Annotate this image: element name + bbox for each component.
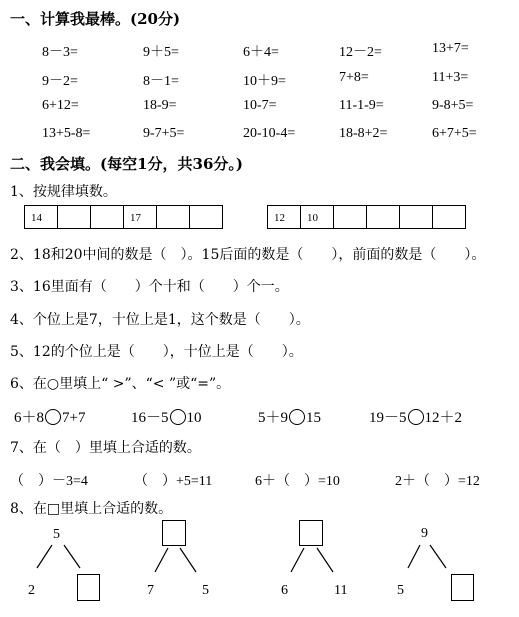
tree-top-number: 9 (421, 526, 428, 541)
answer-box[interactable] (299, 520, 323, 546)
calc-problem: 6+7+5= (432, 126, 477, 141)
answer-box[interactable] (451, 574, 474, 601)
section2-title: 二、我会填。(每空1分，共36分。) (10, 155, 244, 173)
q6-label: 6、在○里填上“ >”、“< ”或“=”。 (10, 376, 231, 392)
branch-line (317, 548, 333, 572)
fill-equation[interactable]: 6＋（ ）=10 (255, 474, 340, 489)
compare-left: 5＋9 (258, 410, 289, 426)
calc-problem: 18-9= (143, 98, 177, 113)
calc-problem: 9-7+5= (143, 126, 185, 141)
fill-equation[interactable]: 2＋（ ）=12 (395, 474, 480, 489)
branch-line (430, 545, 446, 568)
calc-problem: 10＋9= (243, 74, 286, 89)
calc-problem: 9－2= (42, 74, 78, 89)
compare-right: 12＋2 (424, 410, 463, 426)
calc-problem: 9-8+5= (432, 98, 474, 113)
branch-line (291, 548, 304, 572)
calc-problem: 20-10-4= (243, 126, 296, 141)
fill-equation[interactable]: （ ）+5=11 (134, 474, 213, 489)
q1-label: 1、按规律填数。 (10, 184, 117, 200)
section1-title: 一、计算我最棒。(20分) (10, 10, 181, 28)
calc-problem: 6+12= (42, 98, 79, 113)
calc-problem: 11+3= (432, 70, 469, 85)
calc-problem: 10-7= (243, 98, 277, 113)
calc-problem: 7+8= (339, 70, 369, 85)
calc-problem: 18-8+2= (339, 126, 388, 141)
sequence-cell: 12 (267, 205, 301, 229)
q8-label: 8、在□里填上合适的数。 (10, 501, 173, 517)
calc-problem: 9＋5= (143, 45, 179, 60)
sequence-cell: 14 (24, 205, 58, 229)
calc-problem: 13+5-8= (42, 126, 91, 141)
answer-box[interactable] (77, 574, 100, 601)
tree-top-number: 5 (53, 527, 60, 542)
q4-text: 4、个位上是7，十位上是1，这个数是（ ）。 (10, 312, 310, 328)
branch-line (37, 545, 52, 568)
tree-left-number: 2 (28, 583, 35, 598)
branch-line (64, 545, 80, 568)
tree-left-number: 6 (281, 583, 288, 598)
compare-left: 6＋8 (14, 410, 45, 426)
fill-equation[interactable]: （ ）－3=4 (10, 474, 88, 489)
tree-left-number: 5 (397, 583, 404, 598)
calc-problem: 8－3= (42, 45, 78, 60)
compare-left: 19－5 (369, 410, 407, 426)
sequence-cell: 17 (123, 205, 157, 229)
branch-line (180, 548, 196, 572)
tree-left-number: 7 (147, 583, 154, 598)
compare-left: 16－5 (131, 410, 169, 426)
q7-label: 7、在（ ）里填上合适的数。 (10, 440, 201, 456)
compare-right: 15 (306, 410, 322, 426)
calc-problem: 6＋4= (243, 45, 279, 60)
tree-right-number: 11 (334, 583, 348, 598)
compare-right: 7+7 (62, 410, 86, 426)
branch-line (155, 548, 168, 572)
q5-text: 5、12的个位上是（ ），十位上是（ ）。 (10, 344, 303, 360)
compare-right: 10 (186, 410, 202, 426)
calc-problem: 11-1-9= (339, 98, 384, 113)
sequence-cell: 10 (300, 205, 334, 229)
answer-box[interactable] (162, 520, 186, 546)
tree-right-number: 5 (202, 583, 209, 598)
branch-line (408, 545, 420, 568)
q3-text: 3、16里面有（ ）个十和（ ）个一。 (10, 279, 289, 295)
calc-problem: 13+7= (432, 41, 469, 56)
calc-problem: 8－1= (143, 74, 179, 89)
q2-text: 2、18和20中间的数是（ ）。15后面的数是（ ），前面的数是（ ）。 (10, 247, 486, 263)
calc-problem: 12－2= (339, 45, 382, 60)
